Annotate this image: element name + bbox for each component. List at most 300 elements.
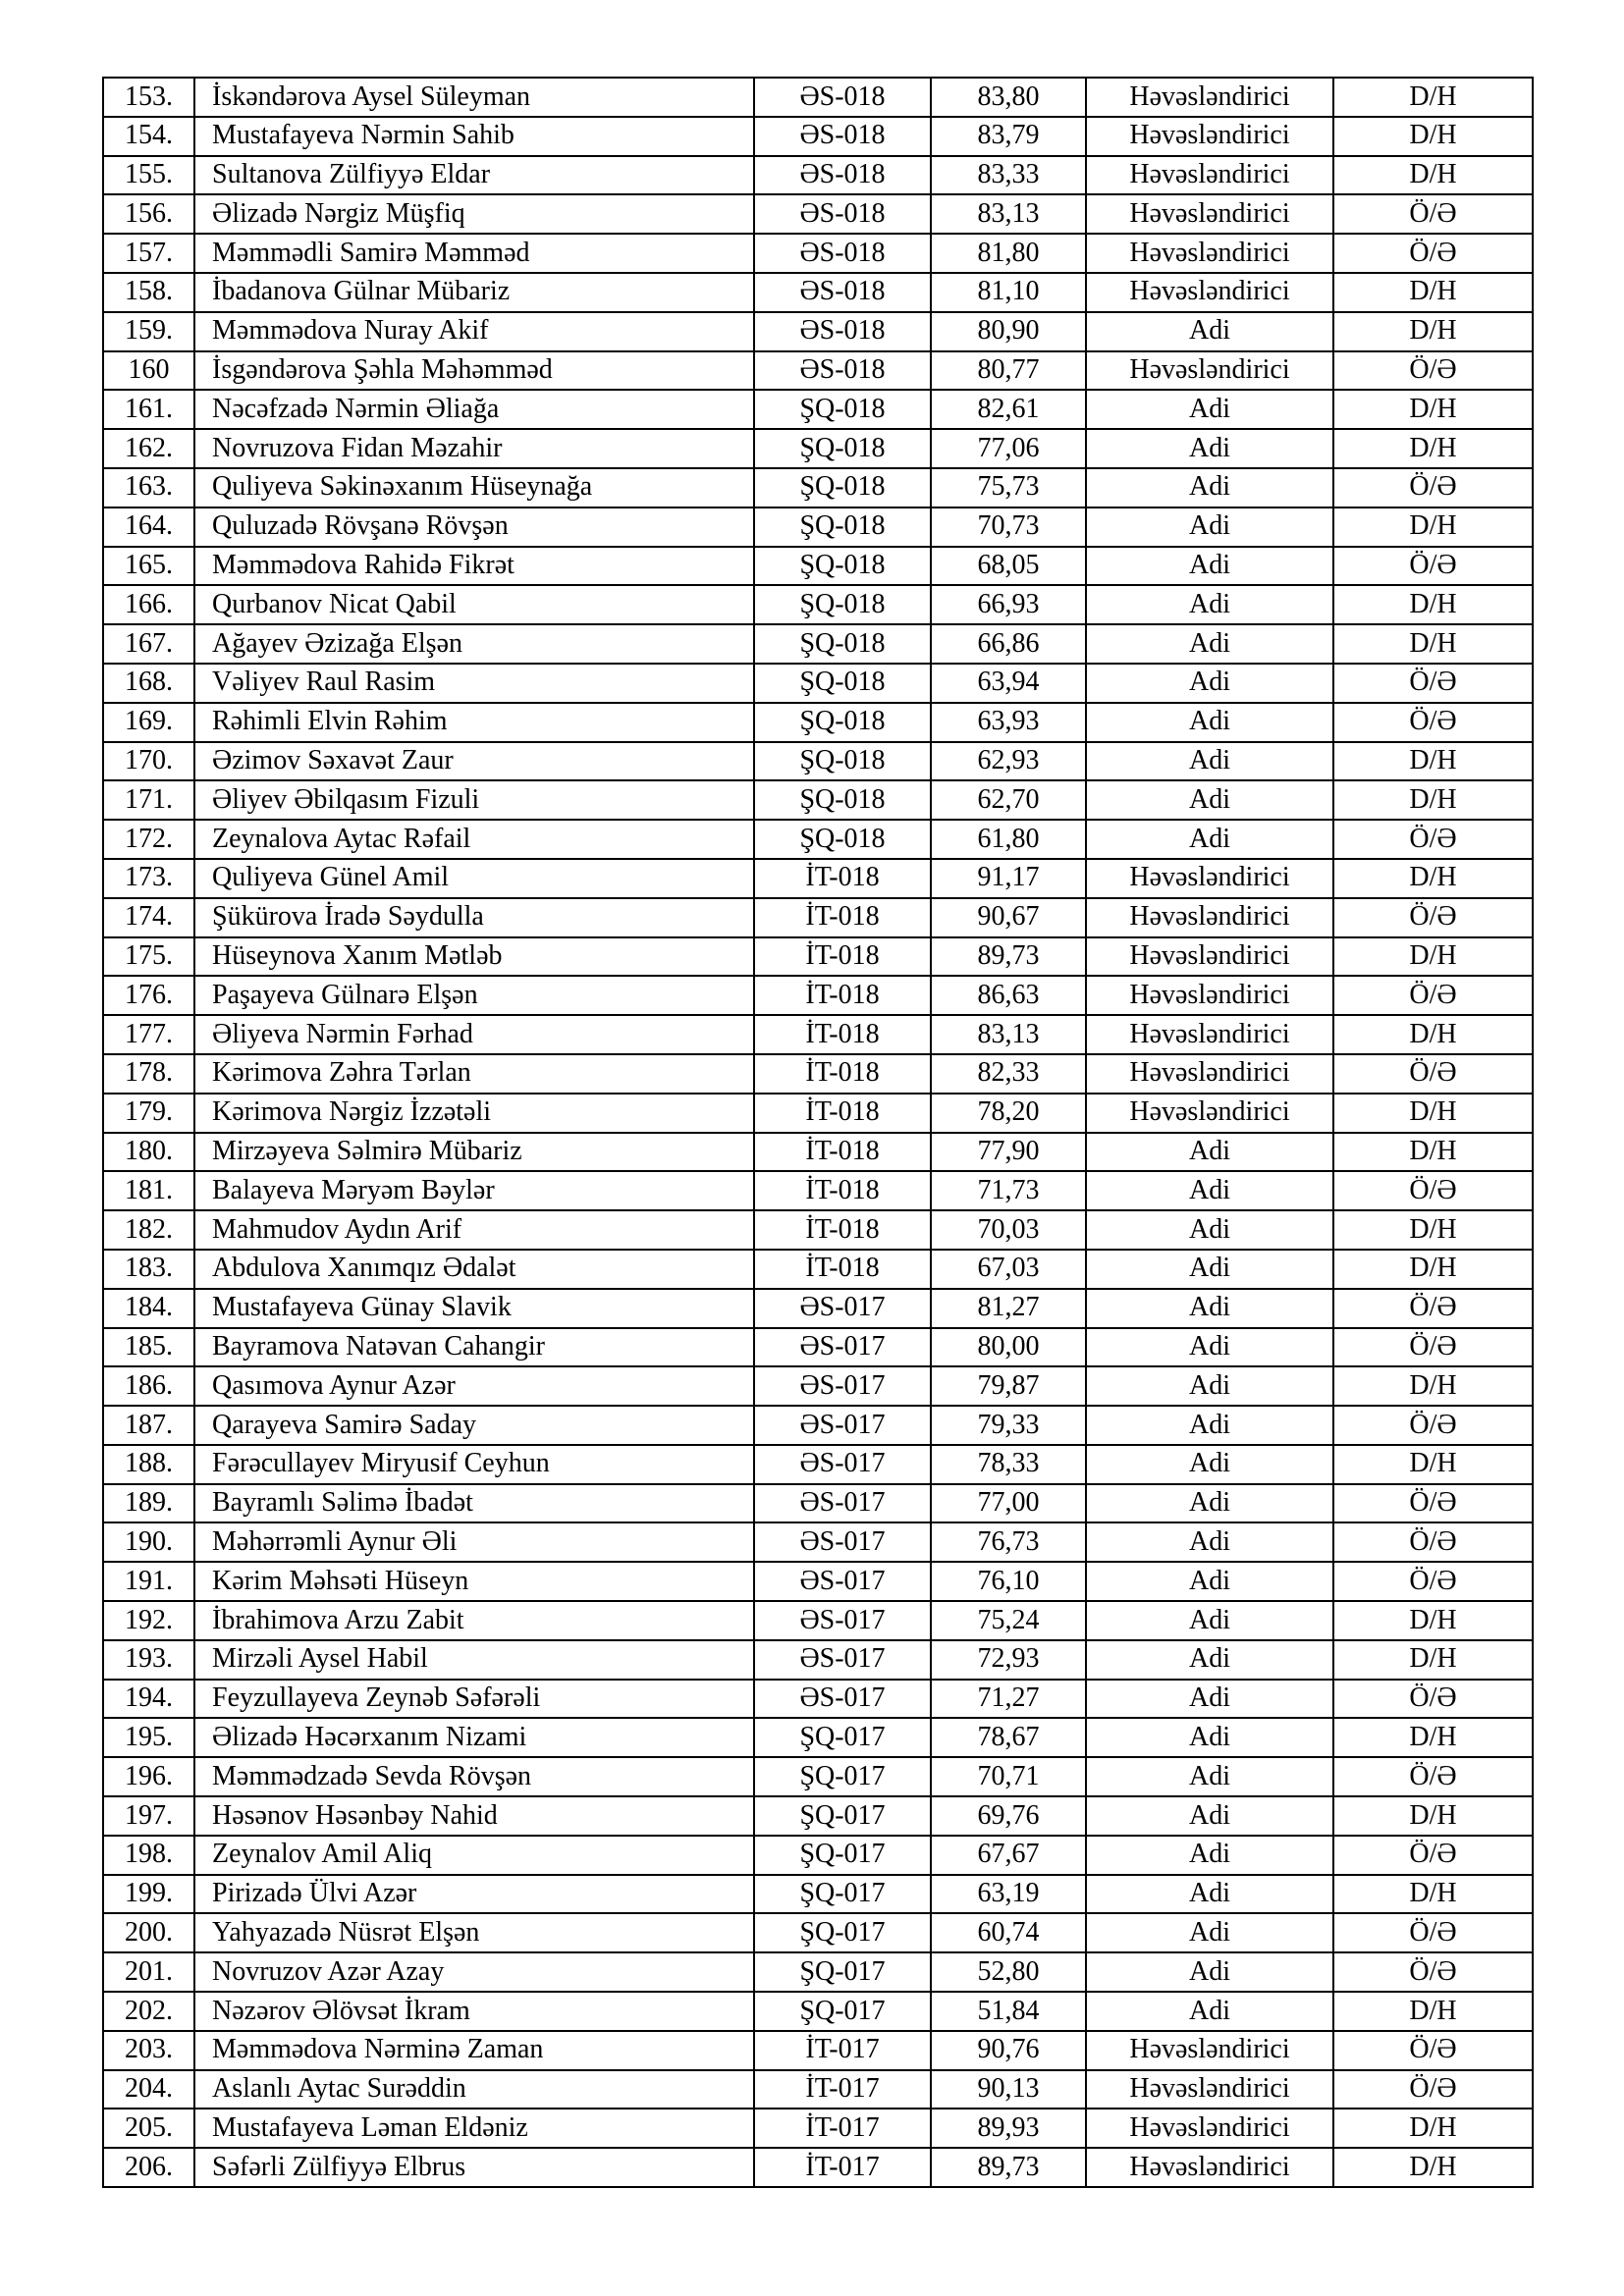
score-cell: 72,93 (931, 1640, 1086, 1680)
row-number-cell: 191. (103, 1562, 194, 1601)
language-section-cell: Ö/Ə (1333, 664, 1533, 703)
group-code-cell: ŞQ-018 (754, 780, 931, 820)
results-table-body (103, 78, 1533, 2187)
scholarship-type-cell: Adi (1086, 1913, 1333, 1952)
group-code-cell: İT-018 (754, 1250, 931, 1289)
student-name-cell: Novruzov Azər Azay (194, 1952, 754, 1992)
score-cell: 67,67 (931, 1836, 1086, 1875)
group-code-cell: İT-018 (754, 976, 931, 1015)
score-cell: 80,00 (931, 1328, 1086, 1367)
student-name-cell: Novruzova Fidan Məzahir (194, 429, 754, 468)
table-row (103, 351, 1533, 391)
group-code-cell: İT-018 (754, 1210, 931, 1250)
language-section-cell: Ö/Ə (1333, 351, 1533, 391)
language-section-cell: Ö/Ə (1333, 1484, 1533, 1523)
scholarship-type-cell: Həvəsləndirici (1086, 2148, 1333, 2187)
student-name-cell: Mustafayeva Günay Slavik (194, 1289, 754, 1328)
group-code-cell: ƏS-017 (754, 1289, 931, 1328)
score-cell: 89,93 (931, 2109, 1086, 2148)
language-section-cell: D/H (1333, 507, 1533, 547)
language-section-cell: D/H (1333, 312, 1533, 351)
student-name-cell: Rəhimli Elvin Rəhim (194, 703, 754, 742)
table-row (103, 703, 1533, 742)
scholarship-type-cell: Həvəsləndirici (1086, 234, 1333, 273)
table-row (103, 1289, 1533, 1328)
table-row (103, 859, 1533, 898)
results-table (102, 77, 1534, 2188)
score-cell: 81,10 (931, 273, 1086, 312)
scholarship-type-cell: Adi (1086, 1445, 1333, 1484)
scholarship-type-cell: Adi (1086, 742, 1333, 781)
score-cell: 63,19 (931, 1875, 1086, 1914)
table-row (103, 1484, 1533, 1523)
table-row (103, 1796, 1533, 1836)
scholarship-type-cell: Adi (1086, 507, 1333, 547)
language-section-cell: Ö/Ə (1333, 703, 1533, 742)
language-section-cell: Ö/Ə (1333, 1406, 1533, 1445)
student-name-cell: Qasımova Aynur Azər (194, 1366, 754, 1406)
table-row (103, 1094, 1533, 1133)
table-row (103, 2148, 1533, 2187)
score-cell: 82,33 (931, 1054, 1086, 1094)
language-section-cell: D/H (1333, 937, 1533, 977)
scholarship-type-cell: Həvəsləndirici (1086, 2031, 1333, 2070)
student-name-cell: Quliyeva Səkinəxanım Hüseynağa (194, 468, 754, 507)
student-name-cell: Məmmədzadə Sevda Rövşən (194, 1757, 754, 1796)
score-cell: 76,73 (931, 1522, 1086, 1562)
student-name-cell: Kərimova Zəhra Tərlan (194, 1054, 754, 1094)
student-name-cell: İskəndərova Aysel Süleyman (194, 78, 754, 117)
group-code-cell: ŞQ-018 (754, 468, 931, 507)
group-code-cell: ƏS-018 (754, 351, 931, 391)
row-number-cell: 195. (103, 1718, 194, 1757)
score-cell: 83,33 (931, 156, 1086, 195)
language-section-cell: Ö/Ə (1333, 1952, 1533, 1992)
row-number-cell: 163. (103, 468, 194, 507)
group-code-cell: ƏS-017 (754, 1562, 931, 1601)
table-row (103, 1210, 1533, 1250)
student-name-cell: Mirzəyeva Səlmirə Mübariz (194, 1133, 754, 1172)
score-cell: 78,67 (931, 1718, 1086, 1757)
scholarship-type-cell: Adi (1086, 1484, 1333, 1523)
scholarship-type-cell: Adi (1086, 1952, 1333, 1992)
row-number-cell: 170. (103, 742, 194, 781)
scholarship-type-cell: Həvəsləndirici (1086, 976, 1333, 1015)
language-section-cell: D/H (1333, 117, 1533, 156)
student-name-cell: Nəzərov Əlövsət İkram (194, 1992, 754, 2031)
score-cell: 62,70 (931, 780, 1086, 820)
language-section-cell: Ö/Ə (1333, 234, 1533, 273)
group-code-cell: ŞQ-017 (754, 1796, 931, 1836)
scholarship-type-cell: Həvəsləndirici (1086, 859, 1333, 898)
group-code-cell: ƏS-017 (754, 1680, 931, 1719)
table-row (103, 585, 1533, 624)
scholarship-type-cell: Həvəsləndirici (1086, 351, 1333, 391)
table-row (103, 1328, 1533, 1367)
language-section-cell: D/H (1333, 585, 1533, 624)
scholarship-type-cell: Adi (1086, 1133, 1333, 1172)
scholarship-type-cell: Adi (1086, 664, 1333, 703)
scholarship-type-cell: Həvəsləndirici (1086, 937, 1333, 977)
table-row (103, 624, 1533, 664)
language-section-cell: D/H (1333, 742, 1533, 781)
student-name-cell: Əzimov Səxavət Zaur (194, 742, 754, 781)
row-number-cell: 177. (103, 1015, 194, 1054)
score-cell: 79,33 (931, 1406, 1086, 1445)
table-row (103, 1522, 1533, 1562)
row-number-cell: 174. (103, 898, 194, 937)
scholarship-type-cell: Adi (1086, 1718, 1333, 1757)
scholarship-type-cell: Adi (1086, 1680, 1333, 1719)
group-code-cell: ƏS-017 (754, 1366, 931, 1406)
group-code-cell: ŞQ-017 (754, 1757, 931, 1796)
student-name-cell: Mustafayeva Nərmin Sahib (194, 117, 754, 156)
language-section-cell: D/H (1333, 1210, 1533, 1250)
group-code-cell: ƏS-017 (754, 1406, 931, 1445)
student-name-cell: Əliyeva Nərmin Fərhad (194, 1015, 754, 1054)
group-code-cell: ŞQ-018 (754, 585, 931, 624)
group-code-cell: ƏS-017 (754, 1522, 931, 1562)
score-cell: 51,84 (931, 1992, 1086, 2031)
table-row (103, 78, 1533, 117)
score-cell: 80,90 (931, 312, 1086, 351)
table-row (103, 780, 1533, 820)
student-name-cell: Məmmədova Nuray Akif (194, 312, 754, 351)
language-section-cell: Ö/Ə (1333, 1054, 1533, 1094)
group-code-cell: ŞQ-017 (754, 1952, 931, 1992)
row-number-cell: 176. (103, 976, 194, 1015)
student-name-cell: Əliyev Əbilqasım Fizuli (194, 780, 754, 820)
score-cell: 68,05 (931, 547, 1086, 586)
group-code-cell: İT-018 (754, 1094, 931, 1133)
table-row (103, 1171, 1533, 1210)
student-name-cell: İsgəndərova Şəhla Məhəmməd (194, 351, 754, 391)
group-code-cell: İT-018 (754, 937, 931, 977)
score-cell: 77,06 (931, 429, 1086, 468)
table-row (103, 820, 1533, 859)
group-code-cell: İT-018 (754, 859, 931, 898)
scholarship-type-cell: Adi (1086, 1562, 1333, 1601)
score-cell: 90,13 (931, 2070, 1086, 2109)
table-row (103, 1250, 1533, 1289)
table-row (103, 1836, 1533, 1875)
group-code-cell: ƏS-018 (754, 312, 931, 351)
student-name-cell: Həsənov Həsənbəy Nahid (194, 1796, 754, 1836)
score-cell: 62,93 (931, 742, 1086, 781)
row-number-cell: 165. (103, 547, 194, 586)
score-cell: 86,63 (931, 976, 1086, 1015)
language-section-cell: D/H (1333, 429, 1533, 468)
language-section-cell: D/H (1333, 1640, 1533, 1680)
group-code-cell: ŞQ-018 (754, 390, 931, 429)
row-number-cell: 202. (103, 1992, 194, 2031)
scholarship-type-cell: Həvəsləndirici (1086, 78, 1333, 117)
language-section-cell: Ö/Ə (1333, 1522, 1533, 1562)
row-number-cell: 171. (103, 780, 194, 820)
row-number-cell: 162. (103, 429, 194, 468)
language-section-cell: Ö/Ə (1333, 1680, 1533, 1719)
student-name-cell: Mustafayeva Ləman Eldəniz (194, 2109, 754, 2148)
language-section-cell: D/H (1333, 624, 1533, 664)
row-number-cell: 173. (103, 859, 194, 898)
scholarship-type-cell: Adi (1086, 780, 1333, 820)
row-number-cell: 200. (103, 1913, 194, 1952)
score-cell: 70,73 (931, 507, 1086, 547)
student-name-cell: Qurbanov Nicat Qabil (194, 585, 754, 624)
student-name-cell: Quluzadə Rövşanə Rövşən (194, 507, 754, 547)
row-number-cell: 156. (103, 194, 194, 234)
scholarship-type-cell: Adi (1086, 468, 1333, 507)
row-number-cell: 184. (103, 1289, 194, 1328)
language-section-cell: Ö/Ə (1333, 1328, 1533, 1367)
scholarship-type-cell: Həvəsləndirici (1086, 156, 1333, 195)
group-code-cell: ŞQ-017 (754, 1718, 931, 1757)
score-cell: 60,74 (931, 1913, 1086, 1952)
row-number-cell: 158. (103, 273, 194, 312)
table-row (103, 976, 1533, 1015)
row-number-cell: 185. (103, 1328, 194, 1367)
group-code-cell: ƏS-018 (754, 273, 931, 312)
student-name-cell: Əlizadə Nərgiz Müşfiq (194, 194, 754, 234)
row-number-cell: 205. (103, 2109, 194, 2148)
row-number-cell: 197. (103, 1796, 194, 1836)
score-cell: 52,80 (931, 1952, 1086, 1992)
language-section-cell: Ö/Ə (1333, 547, 1533, 586)
score-cell: 91,17 (931, 859, 1086, 898)
language-section-cell: D/H (1333, 1445, 1533, 1484)
language-section-cell: Ö/Ə (1333, 194, 1533, 234)
language-section-cell: Ö/Ə (1333, 1562, 1533, 1601)
student-name-cell: Zeynalova Aytac Rəfail (194, 820, 754, 859)
score-cell: 63,94 (931, 664, 1086, 703)
language-section-cell: D/H (1333, 1992, 1533, 2031)
scholarship-type-cell: Adi (1086, 1250, 1333, 1289)
row-number-cell: 206. (103, 2148, 194, 2187)
table-row (103, 234, 1533, 273)
language-section-cell: D/H (1333, 1094, 1533, 1133)
scholarship-type-cell: Adi (1086, 703, 1333, 742)
row-number-cell: 187. (103, 1406, 194, 1445)
scholarship-type-cell: Adi (1086, 1406, 1333, 1445)
row-number-cell: 169. (103, 703, 194, 742)
language-section-cell: D/H (1333, 1875, 1533, 1914)
row-number-cell: 193. (103, 1640, 194, 1680)
student-name-cell: Mahmudov Aydın Arif (194, 1210, 754, 1250)
language-section-cell: Ö/Ə (1333, 1289, 1533, 1328)
scholarship-type-cell: Həvəsləndirici (1086, 194, 1333, 234)
student-name-cell: İbrahimova Arzu Zabit (194, 1601, 754, 1640)
score-cell: 90,67 (931, 898, 1086, 937)
table-row (103, 1992, 1533, 2031)
scholarship-type-cell: Həvəsləndirici (1086, 1015, 1333, 1054)
table-row (103, 194, 1533, 234)
language-section-cell: D/H (1333, 1133, 1533, 1172)
row-number-cell: 153. (103, 78, 194, 117)
score-cell: 75,73 (931, 468, 1086, 507)
student-name-cell: İbadanova Gülnar Mübariz (194, 273, 754, 312)
student-name-cell: Nəcəfzadə Nərmin Əliağa (194, 390, 754, 429)
row-number-cell: 166. (103, 585, 194, 624)
scholarship-type-cell: Həvəsləndirici (1086, 1054, 1333, 1094)
table-row (103, 117, 1533, 156)
language-section-cell: Ö/Ə (1333, 1836, 1533, 1875)
language-section-cell: D/H (1333, 780, 1533, 820)
language-section-cell: Ö/Ə (1333, 976, 1533, 1015)
table-row (103, 1445, 1533, 1484)
row-number-cell: 204. (103, 2070, 194, 2109)
row-number-cell: 172. (103, 820, 194, 859)
table-row (103, 1601, 1533, 1640)
row-number-cell: 178. (103, 1054, 194, 1094)
row-number-cell: 181. (103, 1171, 194, 1210)
scholarship-type-cell: Adi (1086, 1366, 1333, 1406)
row-number-cell: 161. (103, 390, 194, 429)
language-section-cell: D/H (1333, 2109, 1533, 2148)
row-number-cell: 179. (103, 1094, 194, 1133)
score-cell: 79,87 (931, 1366, 1086, 1406)
table-row (103, 2109, 1533, 2148)
row-number-cell: 189. (103, 1484, 194, 1523)
table-row (103, 1366, 1533, 1406)
row-number-cell: 182. (103, 1210, 194, 1250)
group-code-cell: ƏS-018 (754, 117, 931, 156)
language-section-cell: D/H (1333, 1601, 1533, 1640)
scholarship-type-cell: Adi (1086, 820, 1333, 859)
student-name-cell: Quliyeva Günel Amil (194, 859, 754, 898)
table-row (103, 1054, 1533, 1094)
row-number-cell: 203. (103, 2031, 194, 2070)
language-section-cell: D/H (1333, 1250, 1533, 1289)
scholarship-type-cell: Adi (1086, 1601, 1333, 1640)
group-code-cell: ŞQ-017 (754, 1836, 931, 1875)
row-number-cell: 160 (103, 351, 194, 391)
language-section-cell: D/H (1333, 273, 1533, 312)
score-cell: 83,79 (931, 117, 1086, 156)
scholarship-type-cell: Adi (1086, 1171, 1333, 1210)
student-name-cell: Məmmədova Rahidə Fikrət (194, 547, 754, 586)
language-section-cell: D/H (1333, 859, 1533, 898)
scholarship-type-cell: Adi (1086, 1289, 1333, 1328)
language-section-cell: D/H (1333, 1796, 1533, 1836)
row-number-cell: 188. (103, 1445, 194, 1484)
group-code-cell: ƏS-018 (754, 156, 931, 195)
group-code-cell: ŞQ-018 (754, 507, 931, 547)
student-name-cell: Qarayeva Samirə Saday (194, 1406, 754, 1445)
student-name-cell: Kərimova Nərgiz İzzətəli (194, 1094, 754, 1133)
group-code-cell: İT-018 (754, 1171, 931, 1210)
score-cell: 81,27 (931, 1289, 1086, 1328)
language-section-cell: Ö/Ə (1333, 1913, 1533, 1952)
row-number-cell: 159. (103, 312, 194, 351)
language-section-cell: Ö/Ə (1333, 468, 1533, 507)
group-code-cell: ƏS-017 (754, 1601, 931, 1640)
language-section-cell: Ö/Ə (1333, 820, 1533, 859)
score-cell: 76,10 (931, 1562, 1086, 1601)
language-section-cell: Ö/Ə (1333, 1171, 1533, 1210)
score-cell: 77,00 (931, 1484, 1086, 1523)
student-name-cell: Məmmədli Samirə Məmməd (194, 234, 754, 273)
scholarship-type-cell: Adi (1086, 1640, 1333, 1680)
row-number-cell: 190. (103, 1522, 194, 1562)
table-row (103, 1562, 1533, 1601)
scholarship-type-cell: Həvəsləndirici (1086, 2070, 1333, 2109)
row-number-cell: 198. (103, 1836, 194, 1875)
score-cell: 83,80 (931, 78, 1086, 117)
row-number-cell: 155. (103, 156, 194, 195)
group-code-cell: İT-018 (754, 1015, 931, 1054)
student-name-cell: Şükürova İradə Səydulla (194, 898, 754, 937)
row-number-cell: 168. (103, 664, 194, 703)
student-name-cell: Kərim Məhsəti Hüseyn (194, 1562, 754, 1601)
score-cell: 83,13 (931, 194, 1086, 234)
student-name-cell: Zeynalov Amil Aliq (194, 1836, 754, 1875)
scholarship-type-cell: Adi (1086, 624, 1333, 664)
table-row (103, 1640, 1533, 1680)
score-cell: 63,93 (931, 703, 1086, 742)
student-name-cell: Səfərli Zülfiyyə Elbrus (194, 2148, 754, 2187)
score-cell: 66,93 (931, 585, 1086, 624)
student-name-cell: Aslanlı Aytac Surəddin (194, 2070, 754, 2109)
group-code-cell: ƏS-017 (754, 1484, 931, 1523)
table-row (103, 1913, 1533, 1952)
score-cell: 70,71 (931, 1757, 1086, 1796)
score-cell: 70,03 (931, 1210, 1086, 1250)
group-code-cell: ŞQ-017 (754, 1875, 931, 1914)
group-code-cell: ŞQ-017 (754, 1913, 931, 1952)
row-number-cell: 199. (103, 1875, 194, 1914)
score-cell: 89,73 (931, 937, 1086, 977)
group-code-cell: ƏS-018 (754, 234, 931, 273)
group-code-cell: ŞQ-017 (754, 1992, 931, 2031)
language-section-cell: Ö/Ə (1333, 2031, 1533, 2070)
table-row (103, 1680, 1533, 1719)
student-name-cell: Abdulova Xanımqız Ədalət (194, 1250, 754, 1289)
group-code-cell: ŞQ-018 (754, 624, 931, 664)
table-row (103, 429, 1533, 468)
student-name-cell: Feyzullayeva Zeynəb Səfərəli (194, 1680, 754, 1719)
language-section-cell: Ö/Ə (1333, 1757, 1533, 1796)
student-name-cell: Bayramlı Səlimə İbadət (194, 1484, 754, 1523)
scholarship-type-cell: Həvəsləndirici (1086, 117, 1333, 156)
language-section-cell: D/H (1333, 156, 1533, 195)
scholarship-type-cell: Adi (1086, 429, 1333, 468)
group-code-cell: ŞQ-018 (754, 664, 931, 703)
row-number-cell: 196. (103, 1757, 194, 1796)
row-number-cell: 192. (103, 1601, 194, 1640)
row-number-cell: 186. (103, 1366, 194, 1406)
score-cell: 83,13 (931, 1015, 1086, 1054)
row-number-cell: 183. (103, 1250, 194, 1289)
score-cell: 66,86 (931, 624, 1086, 664)
student-name-cell: Ağayev Əzizağa Elşən (194, 624, 754, 664)
table-row (103, 898, 1533, 937)
language-section-cell: D/H (1333, 1015, 1533, 1054)
table-row (103, 547, 1533, 586)
group-code-cell: ŞQ-018 (754, 429, 931, 468)
row-number-cell: 167. (103, 624, 194, 664)
scholarship-type-cell: Adi (1086, 547, 1333, 586)
table-row (103, 2070, 1533, 2109)
scholarship-type-cell: Adi (1086, 1210, 1333, 1250)
table-row (103, 1718, 1533, 1757)
row-number-cell: 157. (103, 234, 194, 273)
row-number-cell: 194. (103, 1680, 194, 1719)
row-number-cell: 175. (103, 937, 194, 977)
scholarship-type-cell: Adi (1086, 1992, 1333, 2031)
score-cell: 82,61 (931, 390, 1086, 429)
row-number-cell: 164. (103, 507, 194, 547)
group-code-cell: ƏS-017 (754, 1640, 931, 1680)
